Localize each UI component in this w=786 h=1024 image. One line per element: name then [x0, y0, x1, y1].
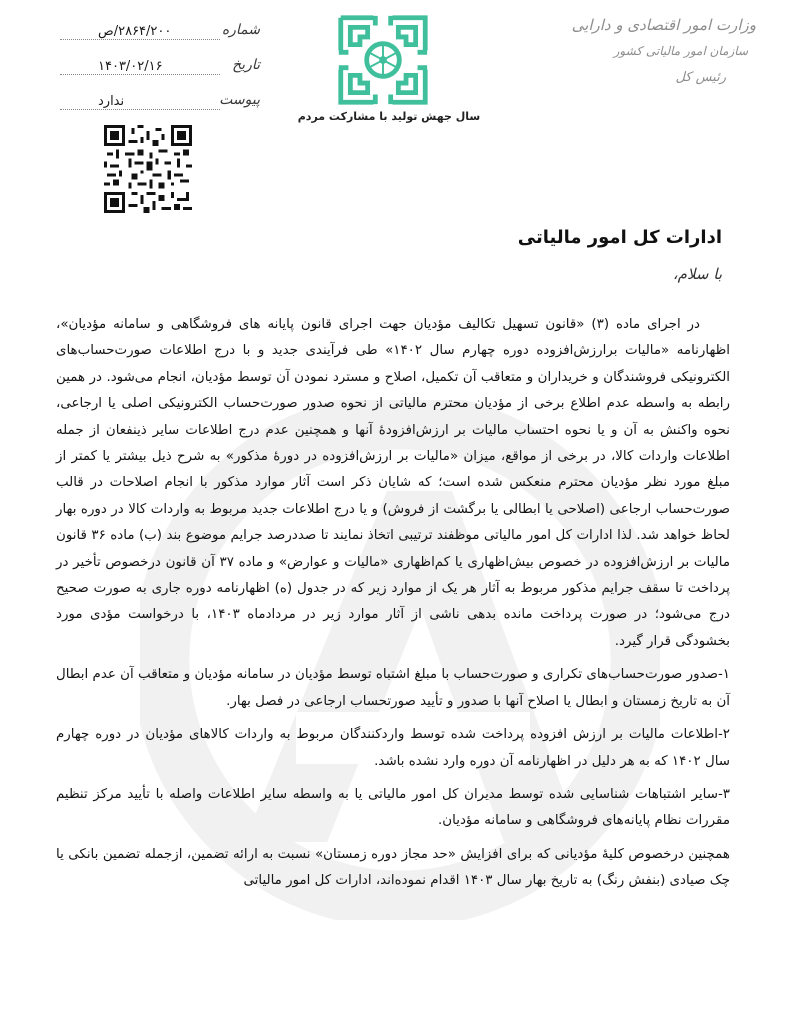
date-row [60, 57, 260, 79]
attachment-value: ندارد [98, 94, 125, 109]
head-title: رئیس کل [675, 70, 726, 85]
list-item-1: ۱-صدور صورت‌حساب‌های تکراری و صورت‌حساب با مبلغ اشتباه توسط مؤدیان در سامانه مؤدیان و متعاقب آن عدم ابطال آن به تاریخ زمستان و ابطال یا اصلاح آنها با صدور و تأیید صورتحساب ارجاعی در فصل بهار. [56, 667, 730, 709]
number-row [60, 22, 260, 44]
paragraph-2: همچنین درخصوص کلیهٔ مؤدیانی که برای افزایش «حد مجاز دوره زمستان» نسبت به ارائه تضمین، ازجمله تضمین بانکی یا چک صیادی (بنفش رنگ) به تاریخ بهار سال ۱۴۰۳ اقدام نموده‌اند، ادارات کل امور مالیاتی [56, 846, 730, 889]
ministry-name: وزارت امور اقتصادی و دارایی [571, 16, 756, 34]
letter-body [56, 312, 730, 895]
attachment-label: پیوست [219, 92, 260, 108]
year-slogan-text: سال جهش تولید با مشارکت مردم [297, 110, 481, 123]
qr-code-icon [104, 125, 192, 213]
year-slogan [0, 110, 786, 123]
list-item-3: ۳-سایر اشتباهات شناسایی شده توسط مدیران کل امور مالیاتی یا به واسطه سایر اطلاعات واصله با تأیید مرکز تنظیم مقررات نظام پایانه‌های فروشگاهی و سامانه مؤدیان. [56, 786, 730, 829]
organization-name: سازمان امور مالیاتی کشور [613, 44, 748, 58]
ministry-header [546, 16, 756, 85]
letter-date: ۱۴۰۳/۰۲/۱۶ [98, 59, 163, 74]
number-label: شماره [221, 22, 260, 38]
greeting: با سلام، [672, 265, 722, 283]
tax-organization-logo-icon [335, 10, 431, 110]
letter-number: ۲۸۶۴/۲۰۰/ص [98, 24, 172, 39]
addressee: ادارات کل امور مالیاتی [517, 227, 722, 248]
date-label: تاریخ [232, 57, 260, 73]
paragraph-1: در اجرای ماده (۳) «قانون تسهیل تکالیف مؤدیان جهت اجرای قانون پایانه های فروشگاهی و سامانه مؤدیان»، اظهارنامه «مالیات برارزش‌افزوده دوره چهارم سال ۱۴۰۲» طی فرآیندی جدید و با درج اطلاعات صورت‌حساب‌های الکترونیکی فروشندگان و خریداران و متعاقب آن تکمیل، اصلاح و مسترد نمودن آن توسط مؤدیان، انجام می‌شود. در همین رابطه به واسطه عدم اطلاع برخی از مؤدیان محترم مالیاتی از نحوه صدور صورت‌حساب الکترونیکی اصلی یا ارجاعی، نحوه واکنش به آن و یا نحوه احتساب مالیات بر ارزش‌افزودهٔ آنها و همچنین عدم درج اطلاعات سایر ذینفعان از جمله اطلاعات واردات کالا، در برخی از مواقع، میزان «مالیات بر ارزش‌افزوده در دورهٔ مذکور» به شرح ذیل بیشتر یا کمتر از مبلغ مورد نظر مؤدیان محترم منعکس شده است؛ که شایان ذکر است آثار موارد مذکور با انجام اصلاحات در قالب صورت‌حساب ارجاعی (اصلاحی یا ابطالی یا برگشت از فروش) و یا درج اطلاعات جدید مربوط به واردات کالا در دوره بهار لحاظ خواهد شد. لذا ادارات کل امور مالیاتی موظفند ترتیبی اتخاذ نمایند تا صددرصد جرایم موضوع بند (ب) ماده ۳۶ قانون مالیات بر ارزش‌افزوده در خصوص بیش‌اظهاری یا کم‌اظهاری «مالیات و عوارض» و ماده ۳۷ آن قانون درخصوص تأخیر در پرداخت تا سقف جرایم مذکور مربوط به آثار هر یک از موارد زیر که در جدول (ه) اظهارنامه دوره جاری به صورت صحیح درج می‌شود؛ در صورت پرداخت مانده بدهی ناشی از آثار موارد زیر در مردادماه ۱۴۰۳، با درخواست مؤدی مورد بخشودگی قرار گیرد. [56, 317, 730, 649]
list-item-2: ۲-اطلاعات مالیات بر ارزش افزوده پرداخت شده توسط واردکنندگان مربوط به واردات کالاهای مؤدیان در دوره چهارم سال ۱۴۰۲ که به هر دلیل در اظهارنامه آن دوره وارد نشده باشد. [56, 727, 730, 769]
